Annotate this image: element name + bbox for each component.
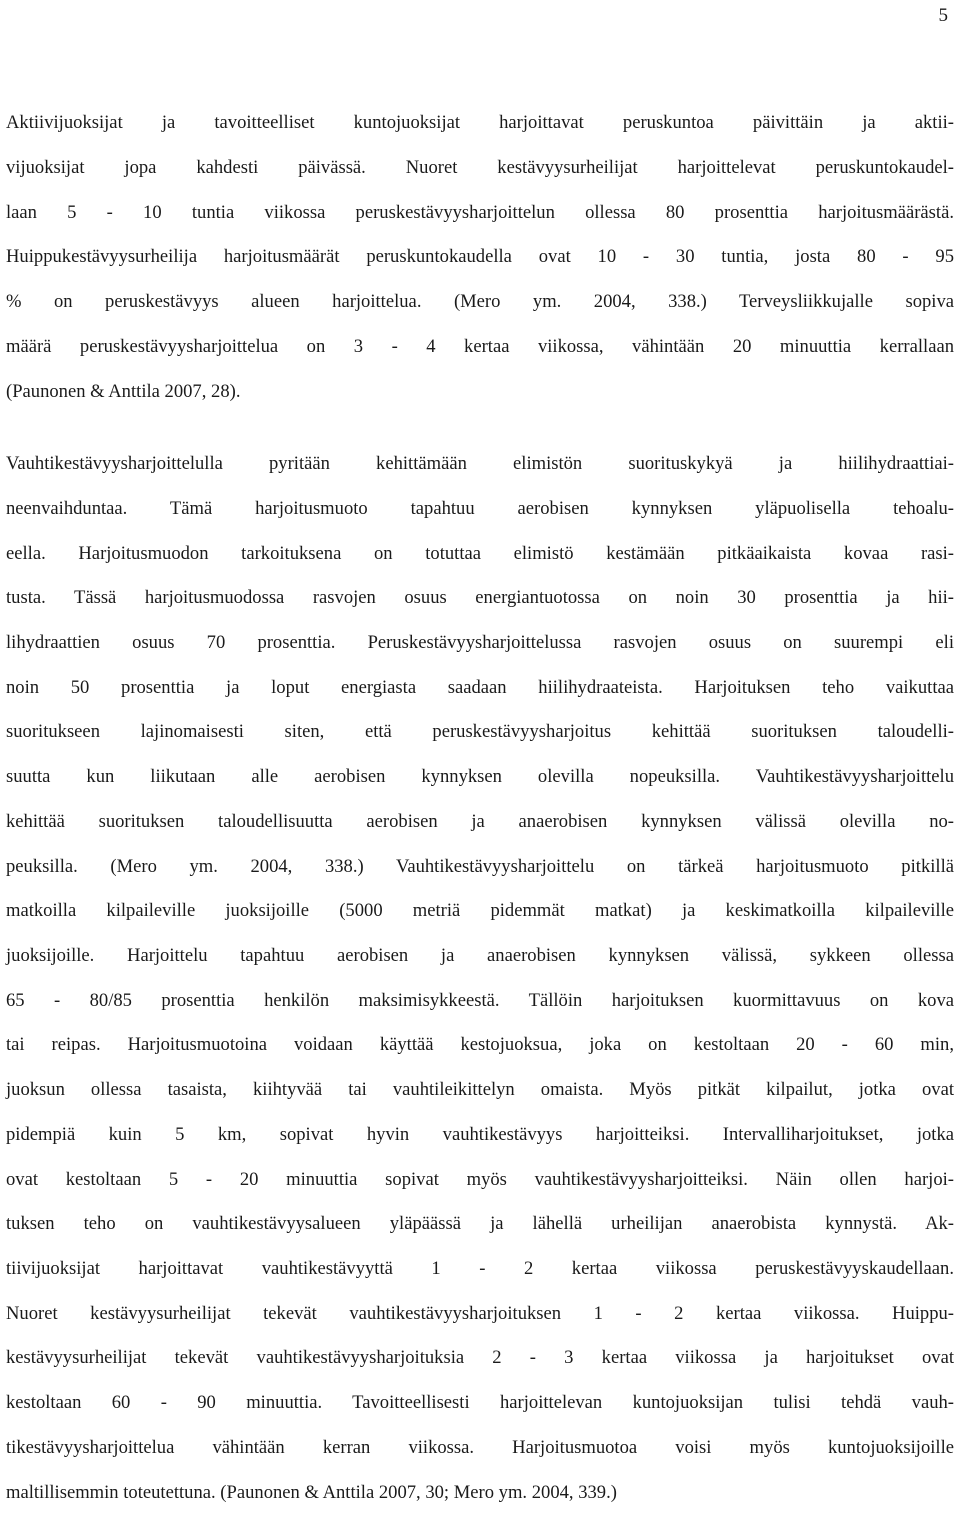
text-line: % on peruskestävyys alueen harjoittelua. (Mero ym. 2004, 338.) Terveysliikkujalle sopiva xyxy=(6,291,954,312)
text-line: Vauhtikestävyysharjoittelulla pyritään kehittämään elimistön suorituskykyä ja hiilihydraattiai- xyxy=(6,453,954,474)
text-line: laan 5 - 10 tuntia viikossa peruskestävyysharjoittelun ollessa 80 prosenttia harjoitusmäärästä. xyxy=(6,202,954,223)
text-line: Nuoret kestävyysurheilijat tekevät vauhtikestävyysharjoituksen 1 - 2 kertaa viikossa. Huippu- xyxy=(6,1303,954,1324)
text-line: juoksijoille. Harjoittelu tapahtuu aerobisen ja anaerobisen kynnyksen välissä, sykkeen ollessa xyxy=(6,945,954,966)
text-line: juoksun ollessa tasaista, kiihtyvää tai vauhtileikittelyn omaista. Myös pitkät kilpailut, jotka ovat xyxy=(6,1079,954,1100)
text-line: suoritukseen lajinomaisesti siten, että peruskestävyysharjoitus kehittää suorituksen taloudelli- xyxy=(6,721,954,742)
text-line: kestävyysurheilijat tekevät vauhtikestävyysharjoituksia 2 - 3 kertaa viikossa ja harjoitukset ovat xyxy=(6,1347,954,1368)
text-line: matkoilla kilpaileville juoksijoille (5000 metriä pidemmät matkat) ja keskimatkoilla kilpaileville xyxy=(6,900,954,921)
text-line: tai reipas. Harjoitusmuotoina voidaan käyttää kestojuoksua, joka on kestoltaan 20 - 60 min, xyxy=(6,1034,954,1055)
text-line: kestoltaan 60 - 90 minuuttia. Tavoitteellisesti harjoittelevan kuntojuoksijan tulisi tehdä vauh- xyxy=(6,1392,954,1413)
text-line: Huippukestävyysurheilija harjoitusmäärät peruskuntokaudella ovat 10 - 30 tuntia, josta 80 - 95 xyxy=(6,246,954,267)
text-line: (Paunonen & Anttila 2007, 28). xyxy=(6,381,241,402)
text-line: lihydraattien osuus 70 prosenttia. Peruskestävyysharjoittelussa rasvojen osuus on suurempi eli xyxy=(6,632,954,653)
text-line: tusta. Tässä harjoitusmuodossa rasvojen osuus energiantuotossa on noin 30 prosenttia ja hii- xyxy=(6,587,954,608)
text-line: peuksilla. (Mero ym. 2004, 338.) Vauhtikestävyysharjoittelu on tärkeä harjoitusmuoto pitkillä xyxy=(6,856,954,877)
text-line: 65 - 80/85 prosenttia henkilön maksimisykkeestä. Tällöin harjoituksen kuormittavuus on kova xyxy=(6,990,954,1011)
text-line: vijuoksijat jopa kahdesti päivässä. Nuoret kestävyysurheilijat harjoittelevat peruskuntokaudel- xyxy=(6,157,954,178)
text-line: neenvaihduntaa. Tämä harjoitusmuoto tapahtuu aerobisen kynnyksen yläpuolisella tehoalu- xyxy=(6,498,954,519)
text-line: pidempiä kuin 5 km, sopivat hyvin vauhtikestävyys harjoitteiksi. Intervalliharjoitukset, jotka xyxy=(6,1124,954,1145)
text-line: suutta kun liikutaan alle aerobisen kynnyksen olevilla nopeuksilla. Vauhtikestävyysharjoittelu xyxy=(6,766,954,787)
page-number: 5 xyxy=(938,5,948,26)
text-line: eella. Harjoitusmuodon tarkoituksena on totuttaa elimistö kestämään pitkäaikaista kovaa rasi- xyxy=(6,543,954,564)
text-line: määrä peruskestävyysharjoittelua on 3 - 4 kertaa viikossa, vähintään 20 minuuttia kerrallaan xyxy=(6,336,954,357)
text-line: tikestävyysharjoittelua vähintään kerran viikossa. Harjoitusmuotoa voisi myös kuntojuoksijoille xyxy=(6,1437,954,1458)
text-line: noin 50 prosenttia ja loput energiasta saadaan hiilihydraateista. Harjoituksen teho vaikuttaa xyxy=(6,677,954,698)
text-line: tiivijuoksijat harjoittavat vauhtikestävyyttä 1 - 2 kertaa viikossa peruskestävyyskaudellaan. xyxy=(6,1258,954,1279)
text-line: maltillisemmin toteutettuna. (Paunonen & Anttila 2007, 30; Mero ym. 2004, 339.) xyxy=(6,1482,617,1503)
text-line: Aktiivijuoksijat ja tavoitteelliset kuntojuoksijat harjoittavat peruskuntoa päivittäin ja aktii- xyxy=(6,112,954,133)
text-line: tuksen teho on vauhtikestävyysalueen yläpäässä ja lähellä urheilijan anaerobista kynnystä. Ak- xyxy=(6,1213,954,1234)
text-line: kehittää suorituksen taloudellisuutta aerobisen ja anaerobisen kynnyksen välissä olevilla no- xyxy=(6,811,954,832)
text-line: ovat kestoltaan 5 - 20 minuuttia sopivat myös vauhtikestävyysharjoitteiksi. Näin ollen harjoi- xyxy=(6,1169,954,1190)
